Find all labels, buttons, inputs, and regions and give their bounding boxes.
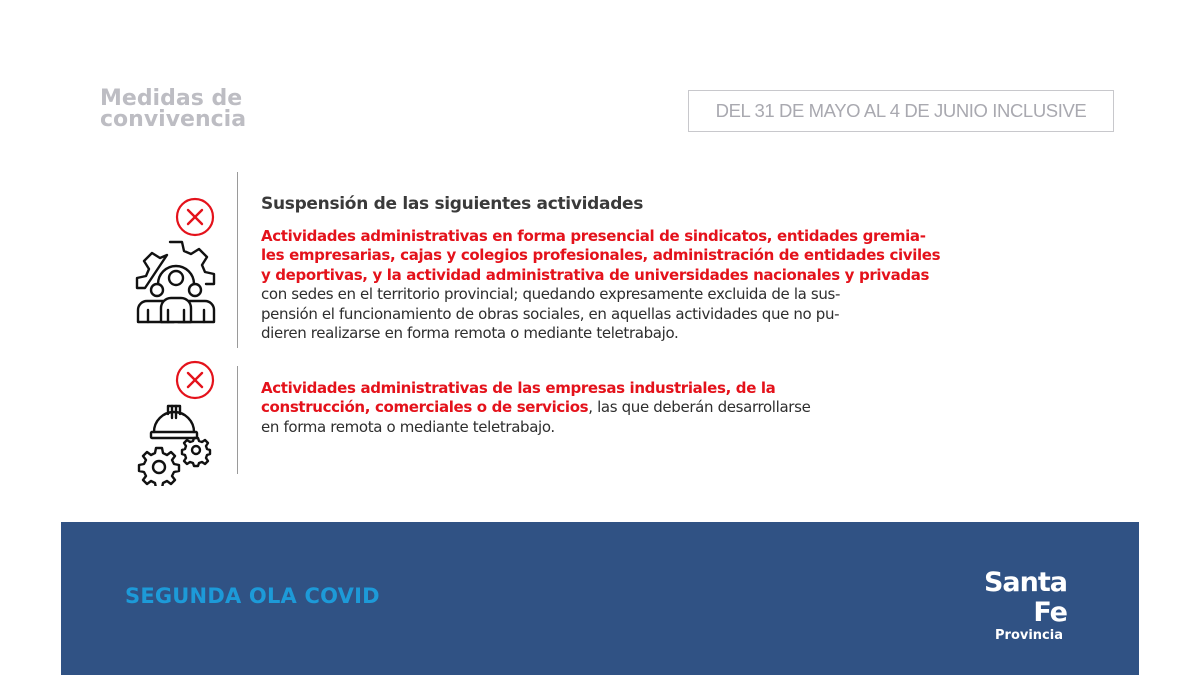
text-line: con sedes en el territorio provincial; quedando expresamente excluida de la sus-	[261, 285, 841, 304]
page-title	[100, 88, 246, 130]
section-1-text	[261, 227, 940, 343]
date-range-box	[688, 90, 1114, 132]
text-line: Actividades administrativas de las empresas industriales, de la	[261, 379, 776, 397]
section-2-divider	[237, 366, 238, 474]
brand-subtitle: Provincia	[995, 628, 1063, 643]
hardhat-gears-icon	[134, 402, 214, 486]
text-line: construcción, comerciales o de servicios, las que deberán desarrollarse	[261, 398, 811, 417]
text-line: en forma remota o mediante teletrabajo.	[261, 417, 555, 436]
section-1-divider	[237, 172, 238, 348]
section-2-text	[261, 379, 810, 437]
x-circle-icon	[175, 360, 215, 400]
date-range-text: DEL 31 DE MAYO AL 4 DE JUNIO INCLUSIVE	[715, 100, 1087, 121]
text-line: pensión el funcionamiento de obras sociales, en aquellas actividades que no pu-	[261, 304, 840, 323]
x-circle-icon	[175, 197, 215, 237]
footer-label: SEGUNDA OLA COVID	[125, 584, 380, 608]
brand-logo	[942, 568, 1067, 644]
text-line: Actividades administrativas en forma presencial de sindicatos, entidades gremia-	[261, 227, 926, 245]
page-title-line-1: Medidas de	[100, 86, 243, 111]
team-gear-icon	[134, 238, 218, 326]
text-line: les empresarias, cajas y colegios profesionales, administración de entidades civiles	[261, 246, 941, 265]
section-1-heading: Suspensión de las siguientes actividades	[261, 194, 644, 214]
text-line: y deportivas, y la actividad administrativa de universidades nacionales y privadas	[261, 265, 930, 284]
brand-name: Santa Fe	[983, 567, 1067, 628]
text-line: dieren realizarse en forma remota o mediante teletrabajo.	[261, 324, 679, 343]
page-title-line-2: convivencia	[100, 107, 247, 132]
